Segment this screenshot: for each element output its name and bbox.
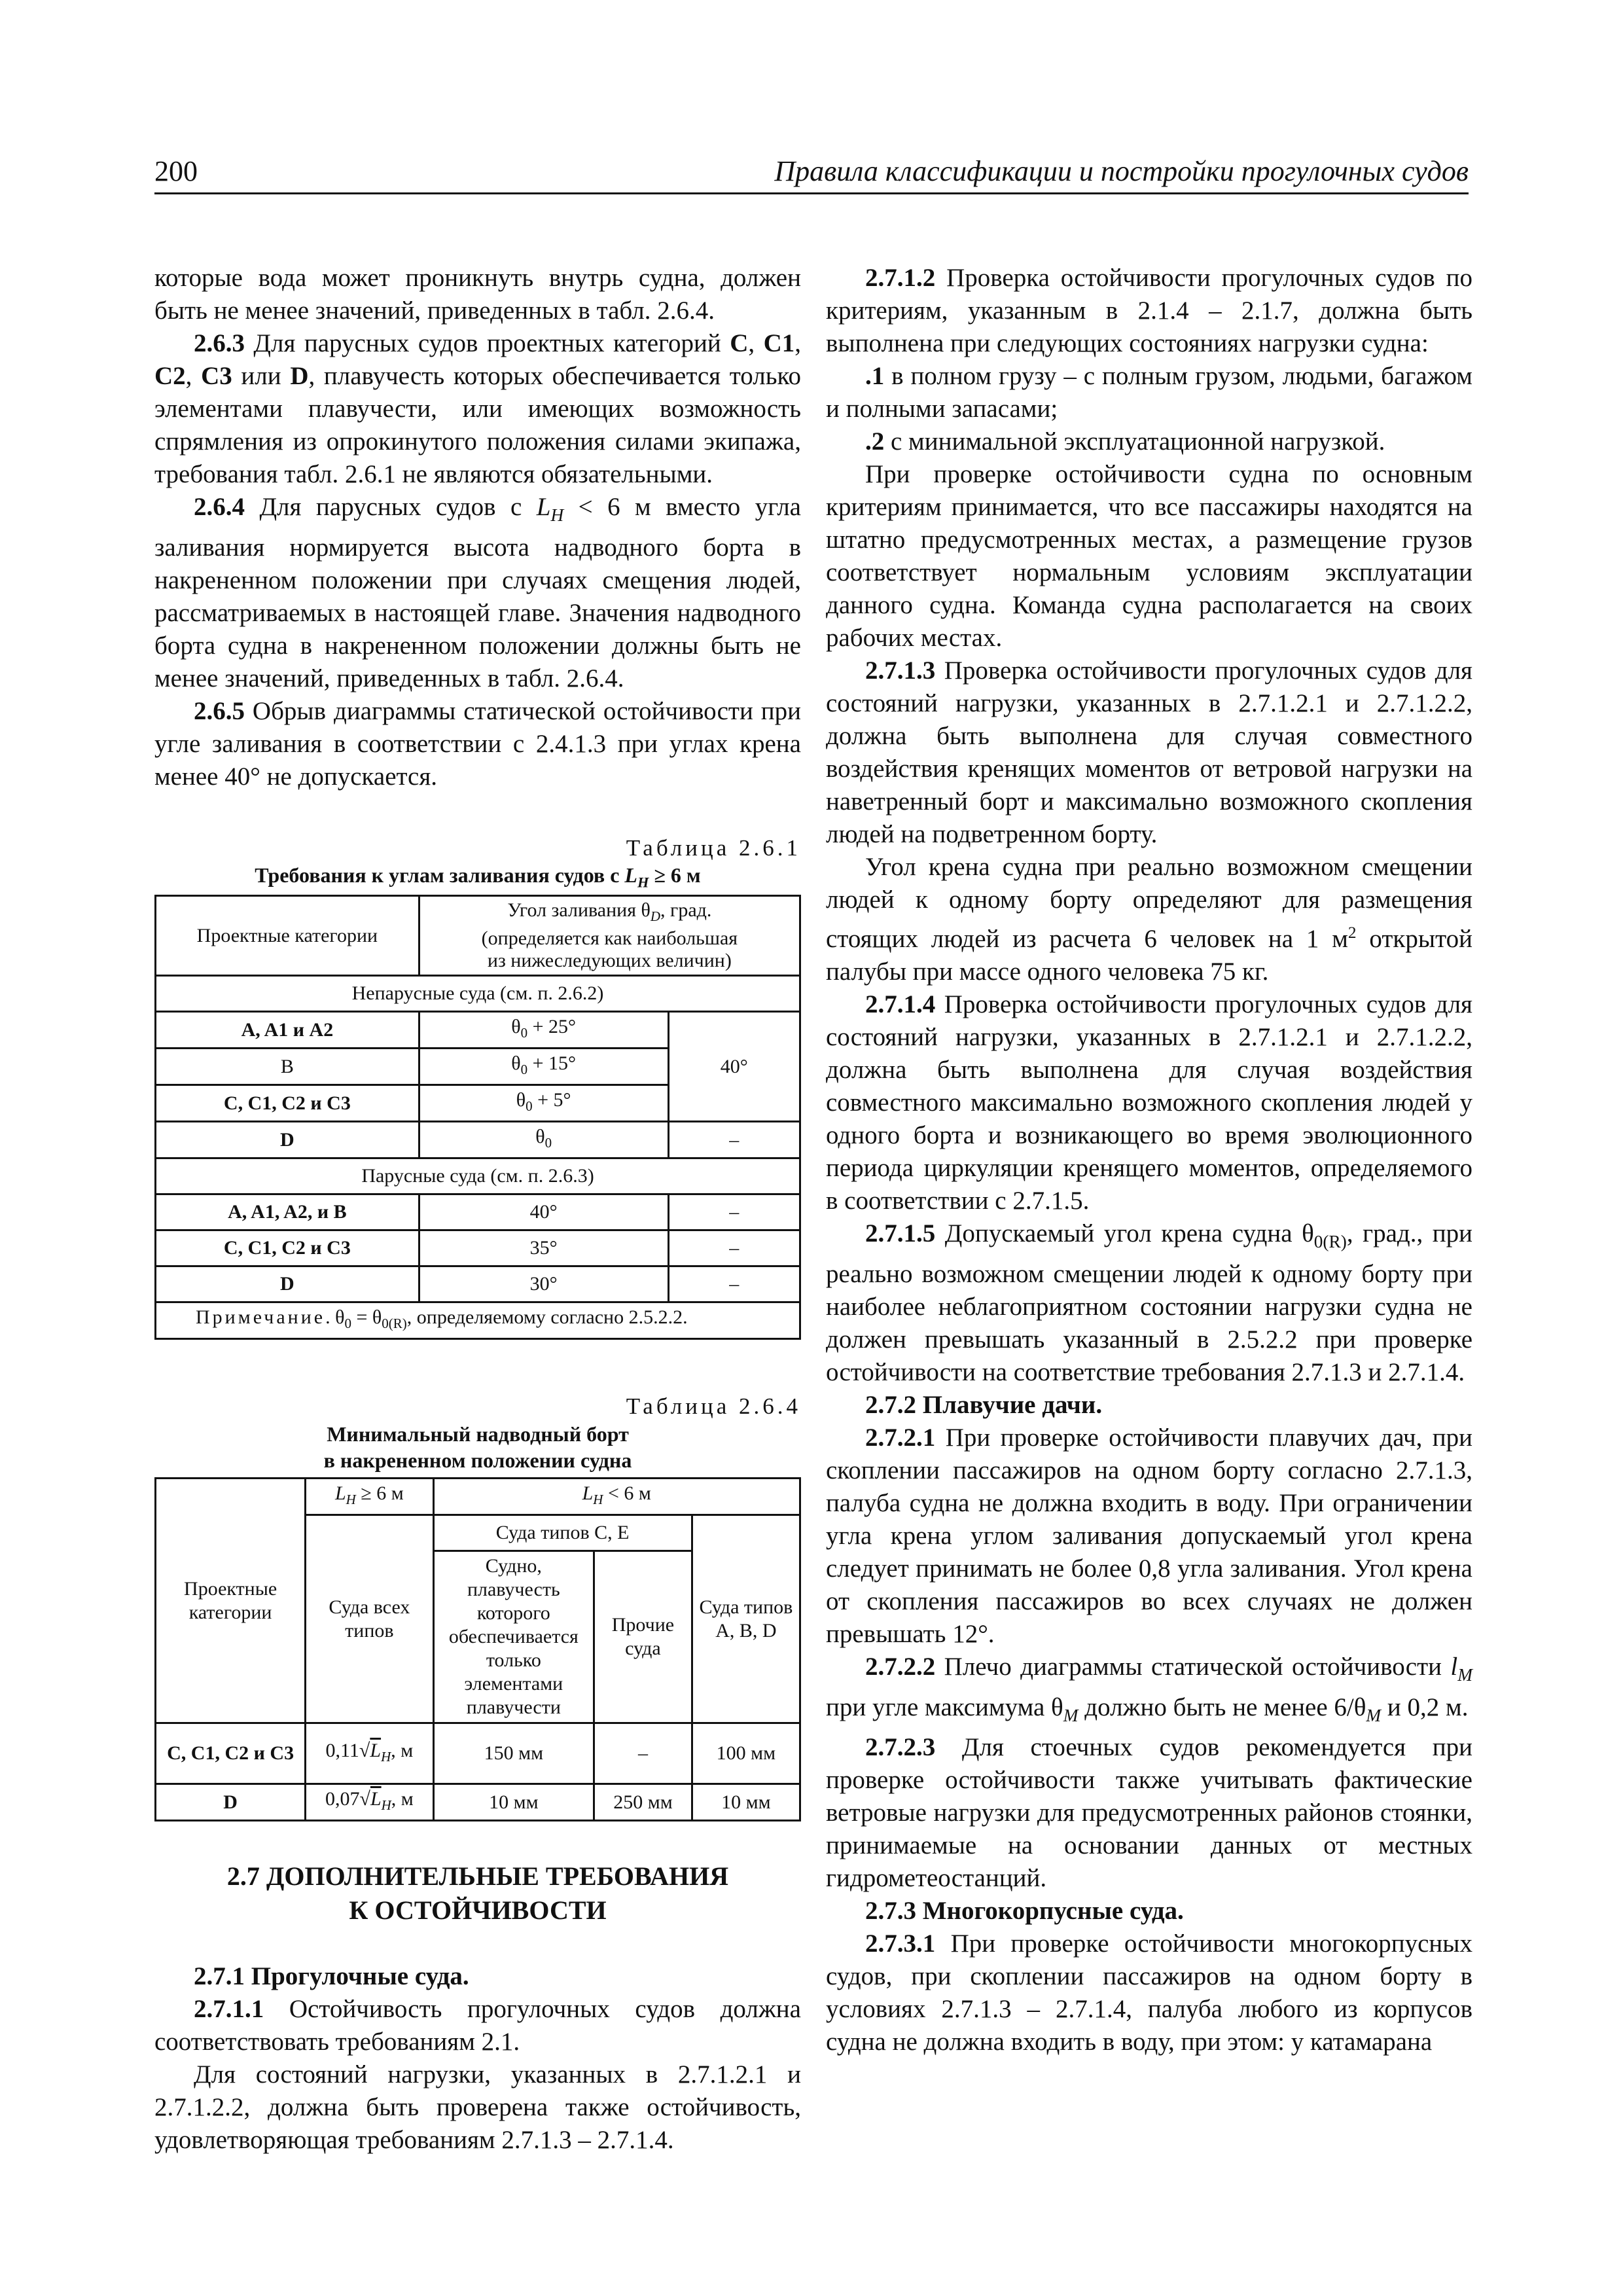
note-cell: Примечание. $\theta_0 = \theta_{0(R)}$, определяемому согласно 2.5.2.2. [156, 1302, 800, 1339]
paragraph-heel-angle: Угол крена судна при реально возможном смещении людей к одному борту определяют для размещения стоящих людей из расчета 6 человек на 1 $м^2$ открытой палубы при массе одного человека 75 кг. [826, 853, 1472, 986]
table-row [156, 1122, 800, 1158]
formula-cell: $0,11√L_H$, м [306, 1723, 433, 1784]
section-title: 2.7 ДОПОЛНИТЕЛЬНЫЕ ТРЕБОВАНИЯ К ОСТОЙЧИВОСТИ [226, 1861, 729, 1926]
table-2-6-4 [154, 1477, 801, 1821]
dash-cell: – [668, 1194, 800, 1230]
header-cell: Проектные категории [156, 896, 419, 976]
category-cell: C, C1, C2 и C3 [156, 1230, 419, 1266]
merged-value-cell: 40° [668, 1012, 800, 1122]
paragraph-2-7-1-5: 2.7.1.5 Допускаемый угол крена судна $\theta_{0(R)}$, град., при реально возможном смещении людей к одному борту при наиболее неблагоприятном состоянии нагрузки судна не должен превышать указанный в 2.5.2.2 при проверке остойчивости на соответствие требования 2.7.1.3 и 2.7.1.4. [826, 1219, 1472, 1386]
table-row [156, 1230, 800, 1266]
table-2-6-1 [154, 895, 801, 1340]
paragraph-2-7-1-1: 2.7.1.1 Остойчивость прогулочных судов должна соответствовать требованиям 2.1. [154, 1995, 801, 2056]
table-row [156, 1194, 800, 1230]
list-item-2: .2 с минимальной эксплуатационной нагрузкой. [865, 427, 1385, 456]
table-row [156, 1723, 800, 1784]
paragraph-2-6-4: 2.6.4 Для парусных судов с $L_H < 6$ м вместо угла заливания нормируется высота надводного борта в накрененном положении при случаях смещения людей, рассматриваемых в настоящей главе. Значения надводного борта судна в накрененном положении должны быть не менее значений, приведенных в табл. 2.6.4. [154, 493, 801, 692]
header-cell: Суда всех типов [306, 1515, 433, 1723]
value-cell: 100 мм [692, 1723, 800, 1784]
category-cell: D [156, 1122, 419, 1158]
table-row [156, 1784, 800, 1821]
header-rule [154, 192, 1469, 194]
table-2-6-4-caption: Таблица 2.6.4 [626, 1393, 801, 1420]
paragraph-2-6-5: 2.6.5 Обрыв диаграммы статической остойчивости при угле заливания в соответствии с 2.4.1.3 при углах крена менее 40° не допускается. [154, 696, 801, 791]
value-cell: 30° [419, 1266, 668, 1302]
formula-cell: $0,07√L_H$, м [306, 1784, 433, 1821]
dash-cell: – [668, 1266, 800, 1302]
dash-cell: – [668, 1122, 800, 1158]
table-row [156, 896, 800, 976]
group-cell: Непарусные суда (см. п. 2.6.2) [156, 976, 800, 1012]
table-2-6-4-title: Минимальный надводный борт в накрененном положении судна [323, 1422, 632, 1473]
table-row [156, 1158, 800, 1194]
dash-cell: – [668, 1230, 800, 1266]
value-cell: 10 мм [433, 1784, 594, 1821]
value-cell: 150 мм [433, 1723, 594, 1784]
value-cell: 40° [419, 1194, 668, 1230]
category-cell: A, A1, A2, и B [156, 1194, 419, 1230]
paragraph-2-7-2-2: 2.7.2.2 Плечо диаграммы статической остойчивости $l_M$ при угле максимума $\theta_M$ должно быть не менее $6/\theta_M$ и 0,2 м. [826, 1652, 1472, 1725]
paragraph-continuation: которые вода может проникнуть внутрь судна, должен быть не менее значений, приведенных в табл. 2.6.4. [154, 264, 801, 325]
value-cell: $\theta_0 + 15^\circ$ [419, 1049, 668, 1085]
category-cell: C, C1, C2 и C3 [156, 1085, 419, 1122]
paragraph-2-6-3: 2.6.3 Для парусных судов проектных категорий C, C1, C2, C3 или D, плавучесть которых обеспечивается только элементами плавучести, или имеющих возможность спрямления из опрокинутого положения силами экипажа, требования табл. 2.6.1 не являются обязательными. [154, 329, 802, 488]
left-column [154, 262, 801, 2157]
category-cell: D [156, 1266, 419, 1302]
value-cell: $\theta_0$ [419, 1122, 668, 1158]
category-cell: B [156, 1049, 419, 1085]
paragraph-2-7-1-3: 2.7.1.3 Проверка остойчивости прогулочных судов для состояний нагрузки, указанных в 2.7.1.2.1 и 2.7.1.2.2, должна быть выполнена для случая совместного воздействия кренящих моментов от ветровой нагрузки на наветренный борт и максимально возможного скопления людей на подветренном борту. [826, 656, 1472, 848]
value-cell: 10 мм [692, 1784, 800, 1821]
table-row [156, 1266, 800, 1302]
paragraph-2-7-2-3: 2.7.2.3 Для стоечных судов рекомендуется при проверке остойчивости также учитывать фактические ветровые нагрузки для предусмотренных районов стоянки, принимаемые на основании данных от местных гидрометеостанций. [826, 1733, 1472, 1893]
table-2-6-1-title: Требования к углам заливания судов с $L_H \ge 6$ м [255, 863, 701, 891]
table-row [156, 1479, 800, 1515]
header-cell: Судно, плавучесть которого обеспечивается только элементами плавучести [433, 1551, 594, 1723]
subsection-title-2-7-3: 2.7.3 Многокорпусные суда. [865, 1897, 1184, 1926]
right-column [826, 262, 1472, 2058]
value-cell: – [594, 1723, 692, 1784]
group-cell: Парусные суда (см. п. 2.6.3) [156, 1158, 800, 1194]
list-item-1: .1 в полном грузу – с полным грузом, людьми, багажом и полными запасами; [826, 362, 1472, 423]
category-cell: A, A1 и A2 [156, 1012, 419, 1049]
header-cell: $L_H \ge 6$ м [306, 1479, 433, 1515]
paragraph-2-7-2-1: 2.7.2.1 При проверке остойчивости плавучих дач, при скоплении пассажиров на одном борту согласно 2.7.1.3, палуба судна не должна входить в воду. При ограничении угла крена углом заливания допускаемый угол крена следует принимать не более 0,8 угла заливания. Угол крена от скопления пассажиров во всех случаях не должен превышать 12°. [826, 1423, 1472, 1648]
table-2-6-1-caption: Таблица 2.6.1 [626, 834, 801, 861]
page-number: 200 [154, 155, 198, 187]
category-cell: C, C1, C2 и C3 [156, 1723, 306, 1784]
header-cell: Угол заливания $\theta_D$, град. (определяется как наибольшая из нижеследующих величин) [419, 896, 800, 976]
value-cell: $\theta_0 + 25^\circ$ [419, 1012, 668, 1049]
paragraph-2-7-3-1: 2.7.3.1 При проверке остойчивости многокорпусных судов, при скоплении пассажиров на одном борту в условиях 2.7.1.3 – 2.7.1.4, палуба любого из корпусов судна не должна входить в воду, при этом: у катамарана [826, 1929, 1472, 2056]
header-cell: $L_H < 6$ м [433, 1479, 800, 1515]
paragraph-2-7-1-2: 2.7.1.2 Проверка остойчивости прогулочных судов по критериям, указанным в 2.1.4 – 2.1.7, должна быть выполнена при следующих состояниях нагрузки судна: [826, 264, 1472, 357]
value-cell: 35° [419, 1230, 668, 1266]
paragraph-2-7-1-4: 2.7.1.4 Проверка остойчивости прогулочных судов для состояний нагрузки, указанных в 2.7.1.2.1 и 2.7.1.2.2, должна быть выполнена для случая воздействия совместного максимально возможного скопления людей у одного борта и возникающего во время эволюционного периода циркуляции кренящего моментов, определяемого в соответствии с 2.7.1.5. [826, 990, 1472, 1215]
value-cell: $\theta_0 + 5^\circ$ [419, 1085, 668, 1122]
table-row [156, 976, 800, 1012]
paragraph-main-criteria: При проверке остойчивости судна по основным критериям принимается, что все пассажиры находятся на штатно предусмотренных местах, а размещение грузов соответствует нормальным условиям эксплуатации данного судна. Команда судна располагается на своих рабочих местах. [826, 460, 1472, 652]
value-cell: 250 мм [594, 1784, 692, 1821]
header-cell: Суда типов C, E [433, 1515, 692, 1551]
category-cell: D [156, 1784, 306, 1821]
paragraph-loads: Для состояний нагрузки, указанных в 2.7.1.2.1 и 2.7.1.2.2, должна быть проверена также остойчивость, удовлетворяющая требованиям 2.7.1.3 – 2.7.1.4. [154, 2060, 801, 2155]
header-cell: Суда типов A, B, D [692, 1515, 800, 1723]
header-cell: Прочие суда [594, 1551, 692, 1723]
running-title: Правила классификации и постройки прогулочных судов [774, 155, 1469, 187]
table-row [156, 1012, 800, 1049]
table-row [156, 1302, 800, 1339]
subsection-title-2-7-1: 2.7.1 Прогулочные суда. [194, 1962, 469, 1991]
header-cell: Проектные категории [156, 1479, 306, 1723]
subsection-title-2-7-2: 2.7.2 Плавучие дачи. [865, 1390, 1103, 1419]
